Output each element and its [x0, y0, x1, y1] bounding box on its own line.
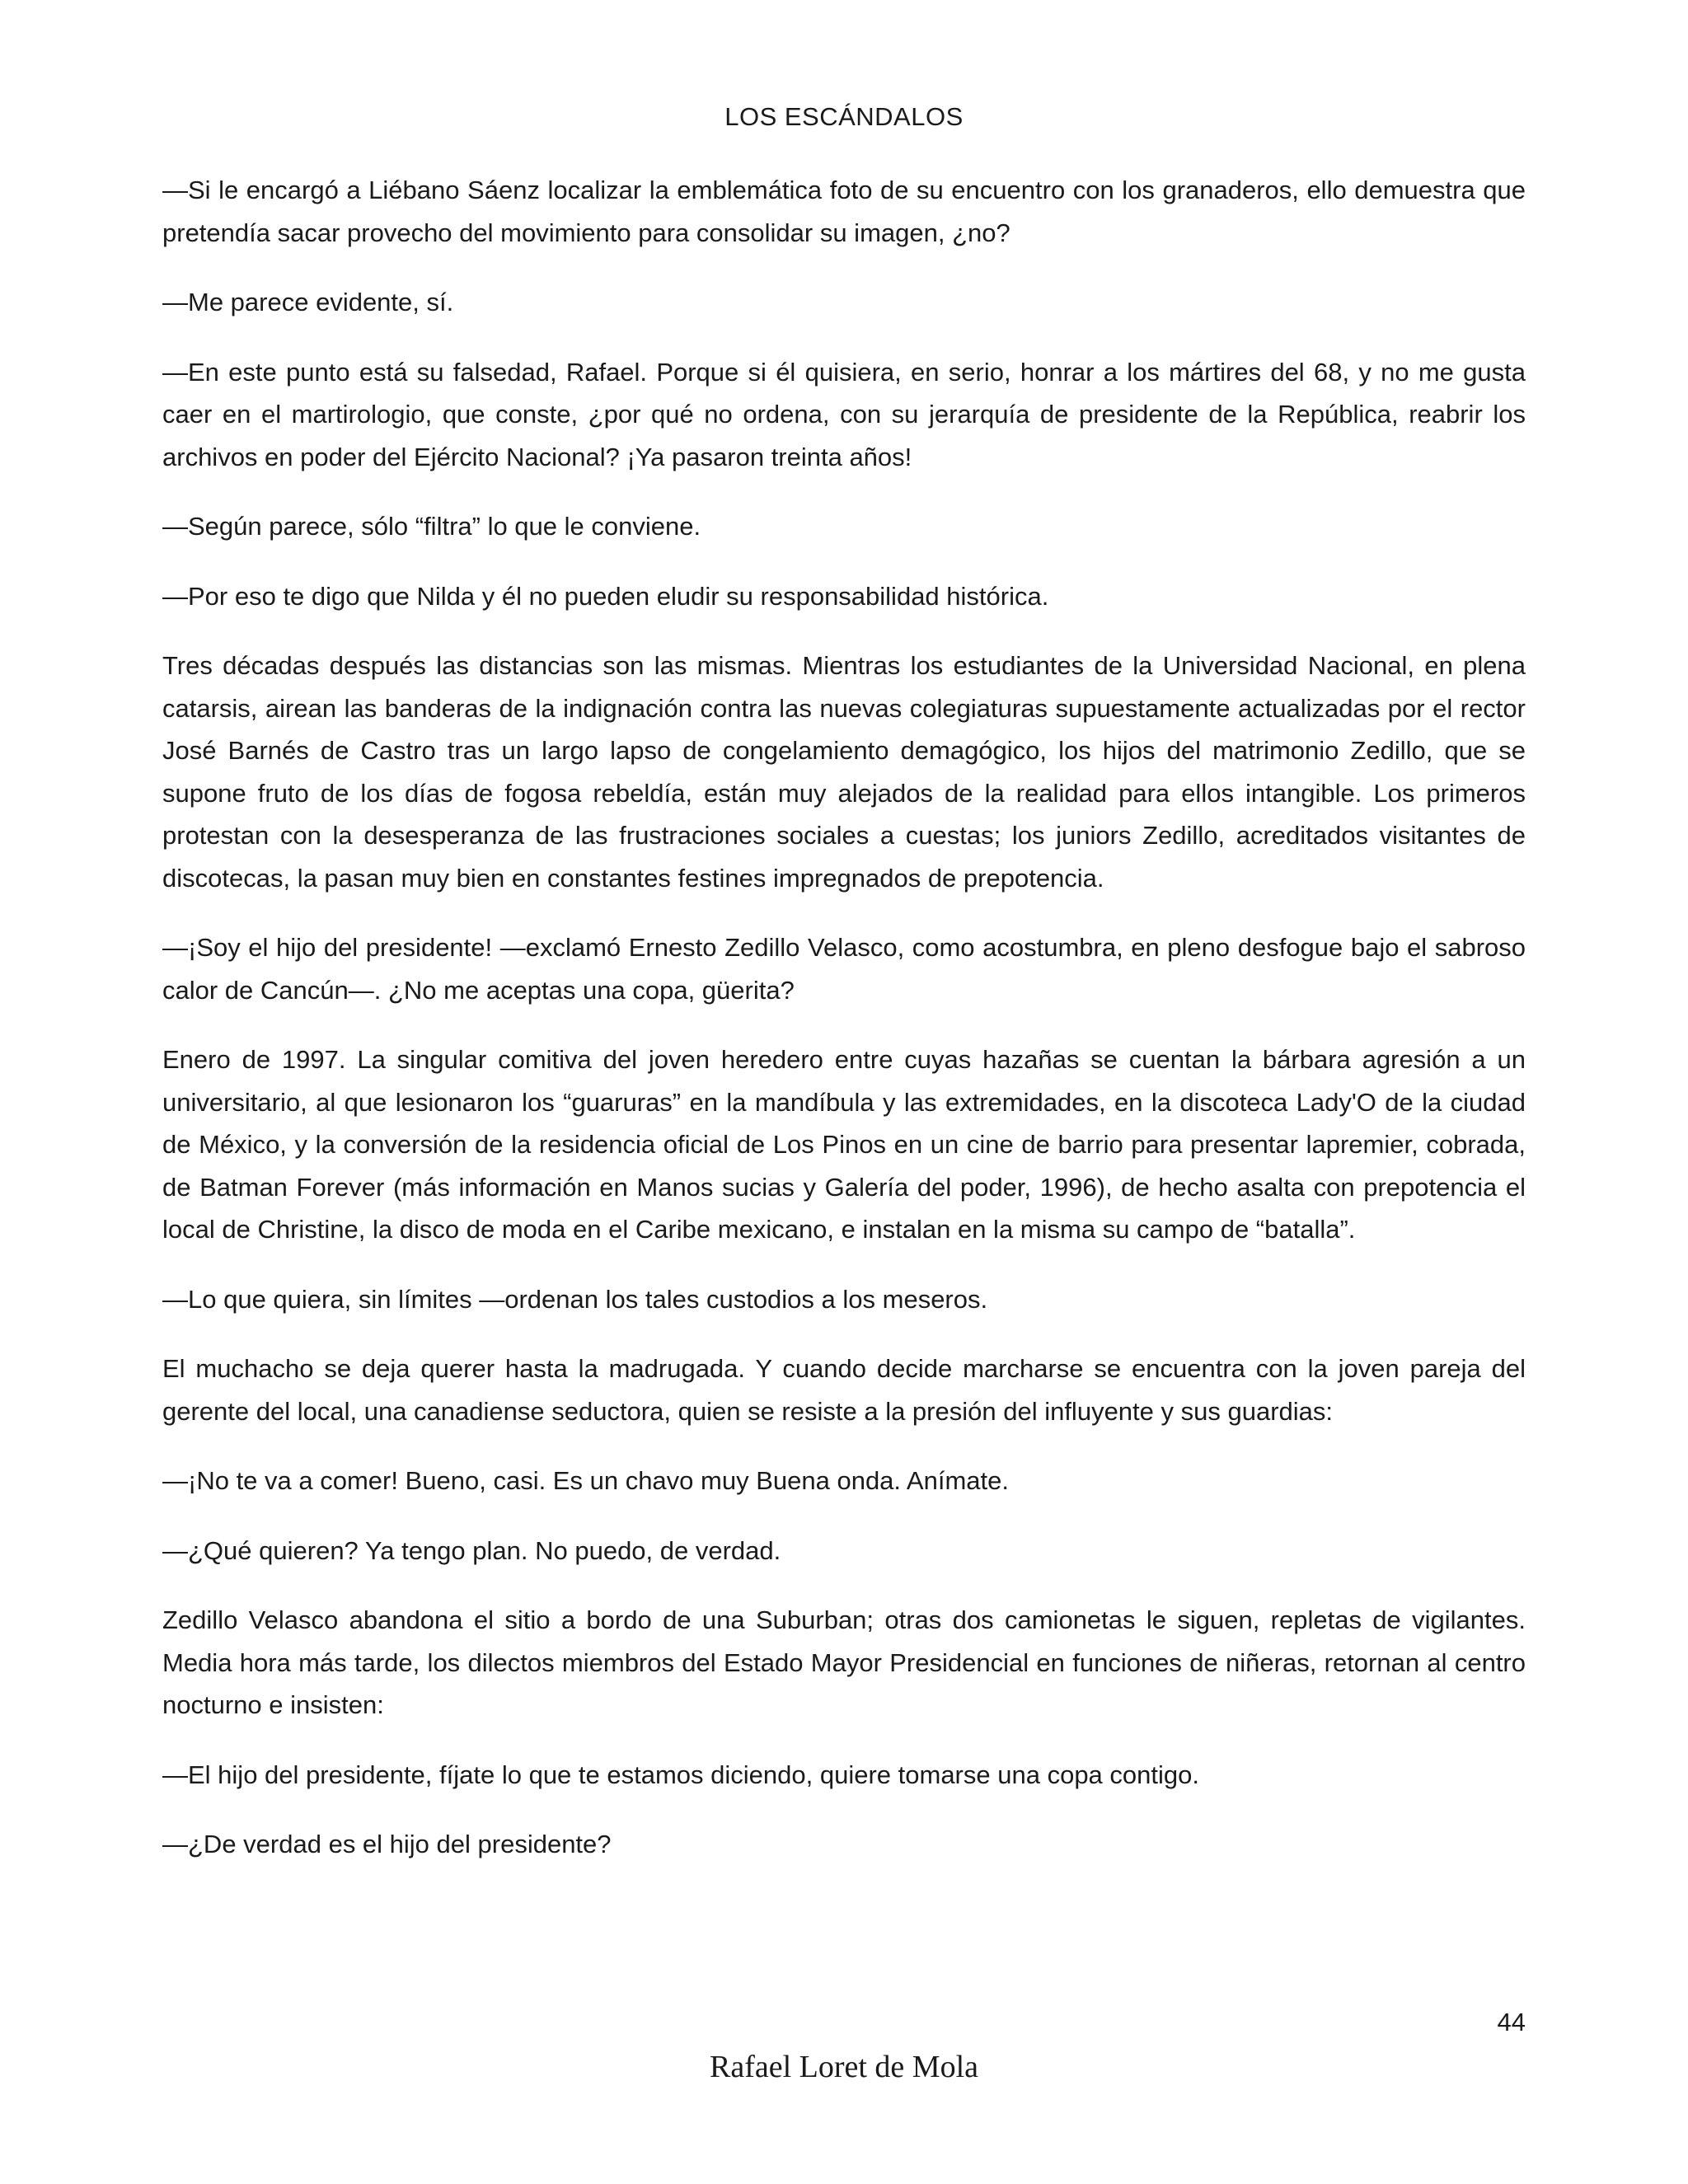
paragraph: El muchacho se deja querer hasta la madrugada. Y cuando decide marcharse se encuentra con la joven pareja del gerente del local, una canadiense seductora, quien se resiste a la presión del influyente y sus guardias:: [162, 1354, 1526, 1426]
paragraph: —¿De verdad es el hijo del presidente?: [162, 1830, 612, 1858]
paragraph: —Según parece, sólo “filtra” lo que le conviene.: [162, 512, 701, 541]
paragraph: —En este punto está su falsedad, Rafael. Porque si él quisiera, en serio, honrar a los mártires del 68, y no me gusta caer en el martirologio, que conste, ¿por qué no ordena, con su jerarquía de presidente de la República, reabrir los archivos en poder del Ejército Nacional? ¡Ya pasaron treinta años!: [162, 357, 1526, 471]
paragraph: —¿Qué quieren? Ya tengo plan. No puedo, de verdad.: [162, 1535, 781, 1565]
page-number: 44: [1497, 2008, 1526, 2036]
paragraph: —Lo que quiera, sin límites —ordenan los tales custodios a los meseros.: [162, 1284, 988, 1314]
paragraph: Zedillo Velasco abandona el sitio a bordo de una Suburban; otras dos camionetas le siguen, repletas de vigilantes. Media hora más tarde, los dilectos miembros del Estado Mayor Presidencial en funciones de niñeras, retornan al centro nocturno e insisten:: [162, 1605, 1526, 1719]
footer-author: Rafael Loret de Mola: [709, 2050, 979, 2084]
paragraph: Enero de 1997. La singular comitiva del joven heredero entre cuyas hazañas se cuentan la bárbara agresión a un universitario, al que lesionaron los “guaruras” en la mandíbula y las extremidades, en la discoteca Lady'O de la ciudad de México, y la conversión de la residencia oficial de Los Pinos en un cine de barrio para presentar lapremier, cobrada, de Batman Forever (más información en Manos sucias y Galería del poder, 1996), de hecho asalta con prepotencia el local de Christine, la disco de moda en el Caribe mexicano, e instalan en la misma su campo de “batalla”.: [162, 1045, 1526, 1244]
paragraph: —Si le encargó a Liébano Sáenz localizar la emblemática foto de su encuentro con los granaderos, ello demuestra que pretendía sacar provecho del movimiento para consolidar su imagen, ¿no?: [162, 176, 1526, 247]
paragraph: —¡No te va a comer! Bueno, casi. Es un chavo muy Buena onda. Anímate.: [162, 1466, 1009, 1495]
paragraph: —¡Soy el hijo del presidente! —exclamó Ernesto Zedillo Velasco, como acostumbra, en pleno desfogue bajo el sabroso calor de Cancún—. ¿No me aceptas una copa, güerita?: [162, 933, 1526, 1005]
paragraph: —El hijo del presidente, fíjate lo que te estamos diciendo, quiere tomarse una copa contigo.: [162, 1760, 1199, 1789]
running-header: LOS ESCÁNDALOS: [724, 102, 964, 131]
body-text: [162, 169, 1526, 1893]
paragraph: Tres décadas después las distancias son las mismas. Mientras los estudiantes de la Universidad Nacional, en plena catarsis, airean las banderas de la indignación contra las nuevas colegiaturas supuestamente actualizadas por el rector José Barnés de Castro tras un largo lapso de congelamiento demagógico, los hijos del matrimonio Zedillo, que se supone fruto de los días de fogosa rebeldía, están muy alejados de la realidad para ellos intangible. Los primeros protestan con la desesperanza de las frustraciones sociales a cuestas; los juniors Zedillo, acreditados visitantes de discotecas, la pasan muy bien en constantes festines impregnados de prepotencia.: [162, 651, 1526, 893]
paragraph: —Por eso te digo que Nilda y él no pueden eludir su responsabilidad histórica.: [162, 581, 1049, 611]
paragraph: —Me parece evidente, sí.: [162, 288, 454, 316]
